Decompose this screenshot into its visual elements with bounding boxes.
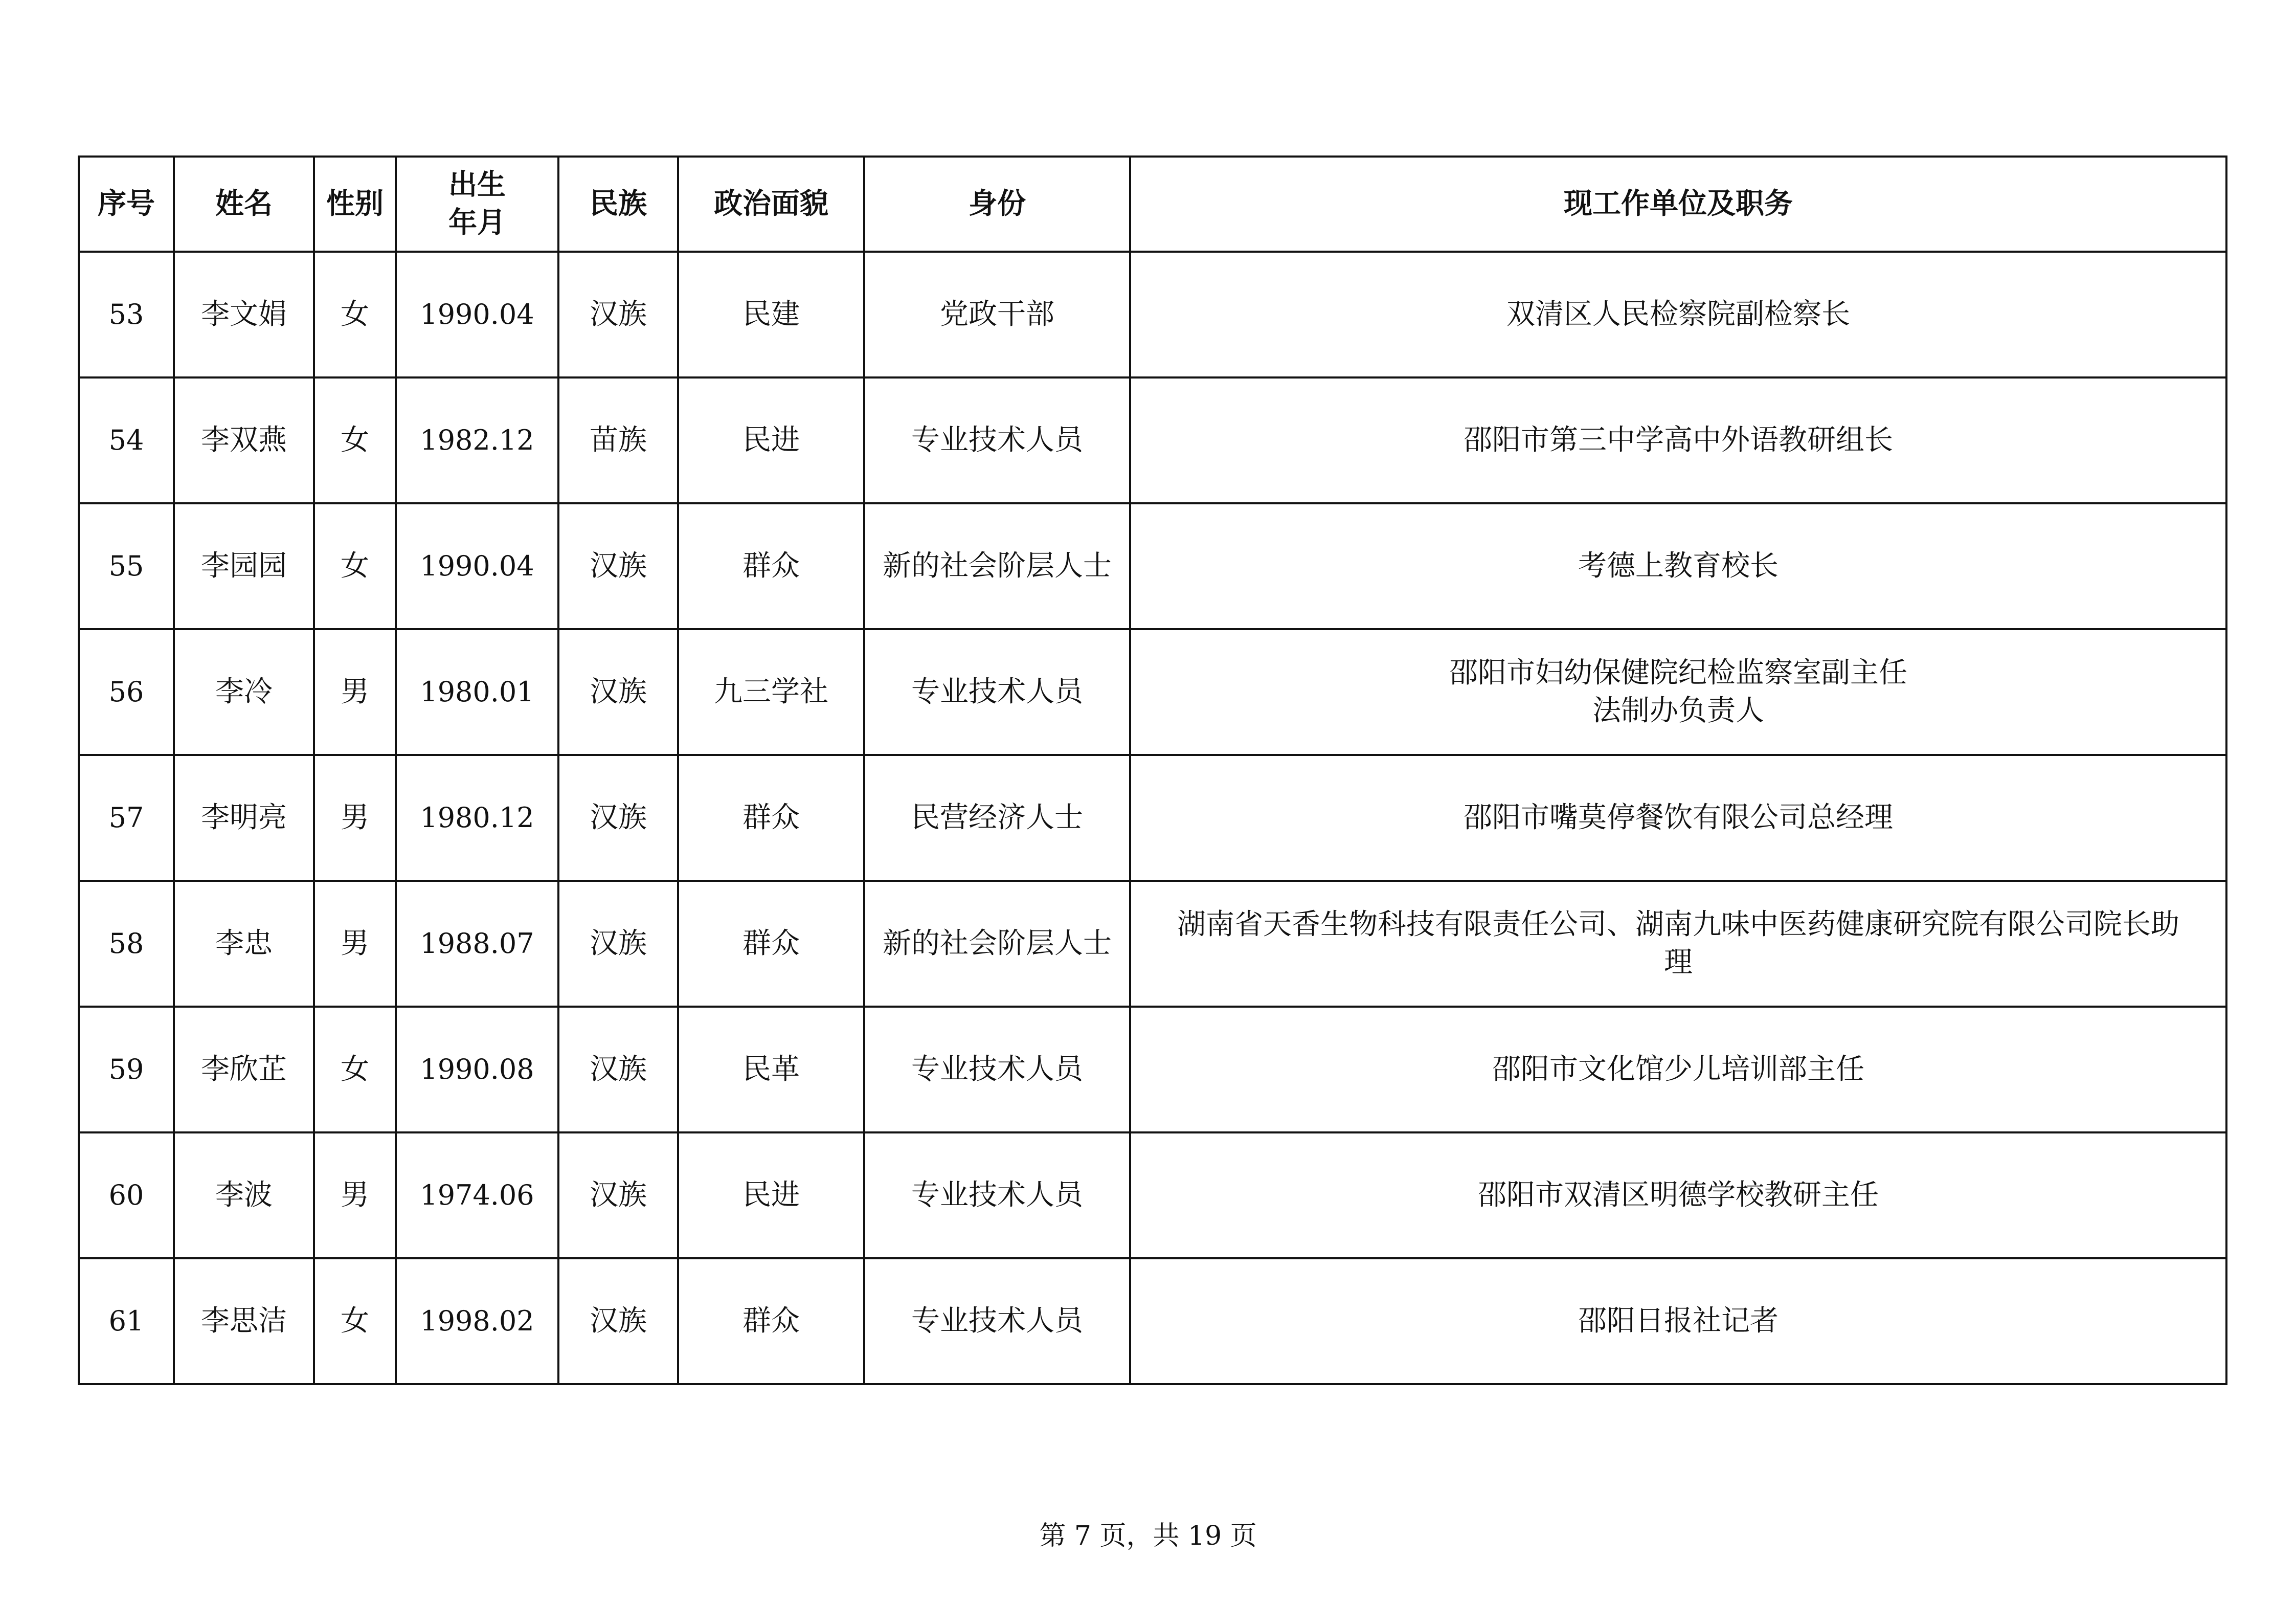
cell-work [1130, 1132, 2226, 1258]
cell-name: 李思洁 [174, 1258, 314, 1384]
cell-ethnicity: 汉族 [558, 881, 678, 1007]
table-row [79, 252, 2226, 377]
cell-birth: 1980.12 [396, 755, 558, 881]
cell-identity: 党政干部 [864, 252, 1130, 377]
cell-work [1130, 1258, 2226, 1384]
cell-work-line: 邵阳市妇幼保健院纪检监察室副主任 [1449, 656, 1907, 689]
cell-birth: 1990.04 [396, 252, 558, 377]
table-row [79, 377, 2226, 503]
cell-identity: 新的社会阶层人士 [864, 881, 1130, 1007]
cell-work-line: 邵阳市双清区明德学校教研主任 [1478, 1178, 1879, 1212]
cell-work-line: 理 [1664, 946, 1693, 979]
cell-work [1130, 377, 2226, 503]
cell-ethnicity: 汉族 [558, 755, 678, 881]
cell-political: 民建 [678, 252, 864, 377]
cell-work-line: 邵阳日报社记者 [1578, 1304, 1779, 1338]
cell-political: 九三学社 [678, 629, 864, 755]
cell-ethnicity: 汉族 [558, 503, 678, 629]
cell-gender: 男 [314, 1132, 396, 1258]
header-work: 现工作单位及职务 [1130, 157, 2226, 252]
cell-identity: 专业技术人员 [864, 377, 1130, 503]
table-row [79, 629, 2226, 755]
cell-work [1130, 503, 2226, 629]
cell-birth: 1990.04 [396, 503, 558, 629]
cell-name: 李波 [174, 1132, 314, 1258]
member-table [78, 155, 2227, 1385]
cell-political: 民进 [678, 1132, 864, 1258]
cell-name: 李双燕 [174, 377, 314, 503]
table-row [79, 1132, 2226, 1258]
table-row [79, 1007, 2226, 1132]
cell-gender: 男 [314, 755, 396, 881]
cell-birth: 1990.08 [396, 1007, 558, 1132]
cell-name: 李园园 [174, 503, 314, 629]
header-row [79, 157, 2226, 252]
cell-work-line: 法制办负责人 [1592, 694, 1764, 727]
cell-seq: 57 [79, 755, 174, 881]
cell-gender: 女 [314, 1258, 396, 1384]
cell-political: 民进 [678, 377, 864, 503]
header-gender: 性别 [314, 157, 396, 252]
header-seq: 序号 [79, 157, 174, 252]
cell-ethnicity: 苗族 [558, 377, 678, 503]
cell-work-line: 邵阳市嘴莫停餐饮有限公司总经理 [1464, 801, 1893, 834]
cell-identity: 专业技术人员 [864, 1132, 1130, 1258]
cell-ethnicity: 汉族 [558, 252, 678, 377]
cell-ethnicity: 汉族 [558, 1132, 678, 1258]
header-ethnicity: 民族 [558, 157, 678, 252]
cell-name: 李文娟 [174, 252, 314, 377]
cell-gender: 女 [314, 503, 396, 629]
cell-birth: 1980.01 [396, 629, 558, 755]
cell-gender: 男 [314, 881, 396, 1007]
cell-work-line: 考德上教育校长 [1578, 549, 1779, 583]
cell-birth: 1998.02 [396, 1258, 558, 1384]
cell-birth: 1974.06 [396, 1132, 558, 1258]
cell-work-line: 邵阳市文化馆少儿培训部主任 [1492, 1053, 1864, 1086]
cell-birth: 1982.12 [396, 377, 558, 503]
table-row [79, 881, 2226, 1007]
table-row [79, 503, 2226, 629]
cell-political: 群众 [678, 755, 864, 881]
cell-seq: 55 [79, 503, 174, 629]
cell-seq: 56 [79, 629, 174, 755]
header-identity: 身份 [864, 157, 1130, 252]
cell-work [1130, 881, 2226, 1007]
header-birth-line2: 年月 [448, 206, 506, 239]
cell-work [1130, 1007, 2226, 1132]
cell-gender: 女 [314, 252, 396, 377]
cell-identity: 专业技术人员 [864, 1007, 1130, 1132]
page-footer: 第 7 页，共 19 页 [1039, 1521, 1257, 1551]
cell-ethnicity: 汉族 [558, 1258, 678, 1384]
cell-political: 民革 [678, 1007, 864, 1132]
cell-name: 李明亮 [174, 755, 314, 881]
cell-seq: 53 [79, 252, 174, 377]
header-name: 姓名 [174, 157, 314, 252]
cell-political: 群众 [678, 1258, 864, 1384]
cell-ethnicity: 汉族 [558, 1007, 678, 1132]
cell-political: 群众 [678, 503, 864, 629]
cell-work [1130, 629, 2226, 755]
cell-name: 李冷 [174, 629, 314, 755]
cell-birth: 1988.07 [396, 881, 558, 1007]
cell-seq: 60 [79, 1132, 174, 1258]
cell-work [1130, 755, 2226, 881]
cell-seq: 59 [79, 1007, 174, 1132]
cell-identity: 新的社会阶层人士 [864, 503, 1130, 629]
cell-gender: 女 [314, 1007, 396, 1132]
cell-identity: 专业技术人员 [864, 1258, 1130, 1384]
table-row [79, 1258, 2226, 1384]
cell-identity: 专业技术人员 [864, 629, 1130, 755]
cell-name: 李欣芷 [174, 1007, 314, 1132]
header-political: 政治面貌 [678, 157, 864, 252]
cell-work-line: 邵阳市第三中学高中外语教研组长 [1464, 424, 1893, 457]
cell-seq: 61 [79, 1258, 174, 1384]
header-birth-line1: 出生 [448, 168, 506, 202]
cell-work [1130, 252, 2226, 377]
cell-identity: 民营经济人士 [864, 755, 1130, 881]
table-row [79, 755, 2226, 881]
cell-work-line: 湖南省天香生物科技有限责任公司、湖南九味中医药健康研究院有限公司院长助 [1177, 908, 2179, 941]
cell-gender: 男 [314, 629, 396, 755]
cell-gender: 女 [314, 377, 396, 503]
cell-seq: 58 [79, 881, 174, 1007]
table-body [79, 252, 2226, 1384]
cell-ethnicity: 汉族 [558, 629, 678, 755]
cell-political: 群众 [678, 881, 864, 1007]
cell-work-line: 双清区人民检察院副检察长 [1506, 298, 1850, 331]
cell-seq: 54 [79, 377, 174, 503]
header-birth [396, 157, 558, 252]
cell-name: 李忠 [174, 881, 314, 1007]
